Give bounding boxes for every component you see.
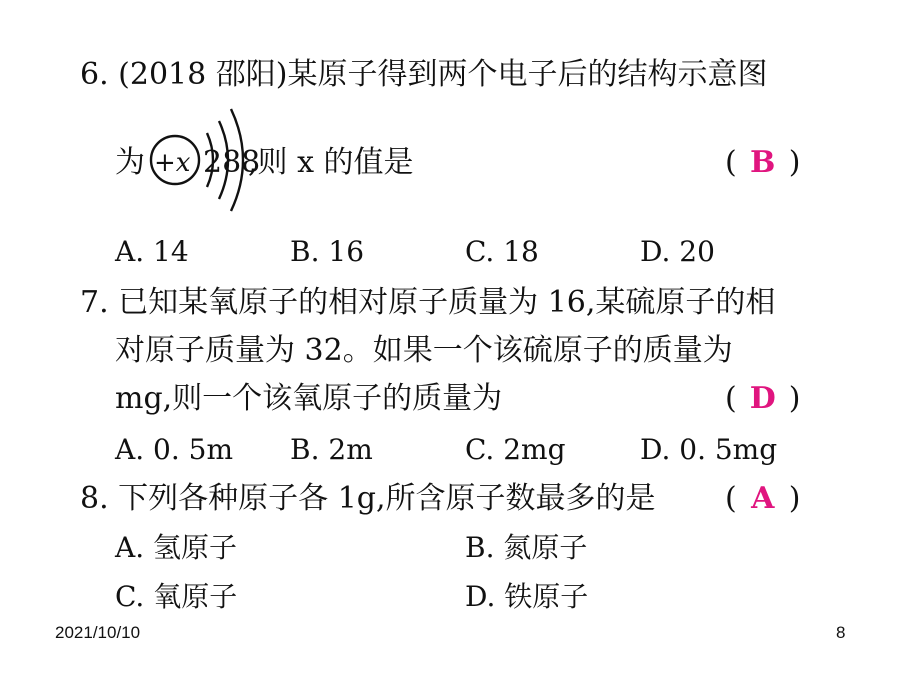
q6-answer-bracket: ( B ) (725, 143, 800, 183)
q6-stem-prefix: 为 (115, 145, 145, 180)
q7-answer-bracket: ( D ) (725, 379, 800, 419)
q8-option-d: D. 铁原子 (465, 580, 589, 613)
q7-answer: D (749, 381, 776, 416)
q8-option-a: A. 氢原子 (115, 531, 238, 564)
q8-stem-line1: 8. 下列各种原子各 1g,所含原子数最多的是 (80, 481, 656, 516)
q7-stem-line2: 对原子质量为 32。如果一个该硫原子的质量为 (115, 333, 733, 368)
q6-option-b: B. 16 (290, 235, 365, 268)
q7-option-a: A. 0. 5m (115, 433, 234, 466)
q7-option-d: D. 0. 5mg (640, 433, 778, 466)
electron-shell-numbers: 288 (203, 145, 261, 180)
q6-option-c: C. 18 (465, 235, 539, 268)
q8-option-c: C. 氧原子 (115, 580, 238, 613)
q6-stem-suffix: ,则 x 的值是 (248, 145, 414, 180)
footer-date: 2021/10/10 (55, 623, 141, 642)
q6-option-a: A. 14 (115, 235, 189, 268)
q6-answer: B (750, 145, 776, 180)
q7-stem-line3: mg,则一个该氧原子的质量为 (115, 381, 503, 416)
q8-option-b: B. 氮原子 (465, 531, 588, 564)
q6-stem-line1: 6. (2018 邵阳)某原子得到两个电子后的结构示意图 (80, 57, 768, 92)
page-number: 8 (836, 623, 846, 642)
q8-answer-bracket: ( A ) (725, 479, 800, 519)
q7-stem-line1: 7. 已知某氧原子的相对原子质量为 16,某硫原子的相 (80, 285, 776, 320)
q6-option-d: D. 20 (640, 235, 715, 268)
nucleus-charge-label: +x (154, 148, 191, 178)
q8-answer: A (751, 481, 775, 516)
q7-option-b: B. 2m (290, 433, 373, 466)
q7-option-c: C. 2mg (465, 433, 566, 466)
